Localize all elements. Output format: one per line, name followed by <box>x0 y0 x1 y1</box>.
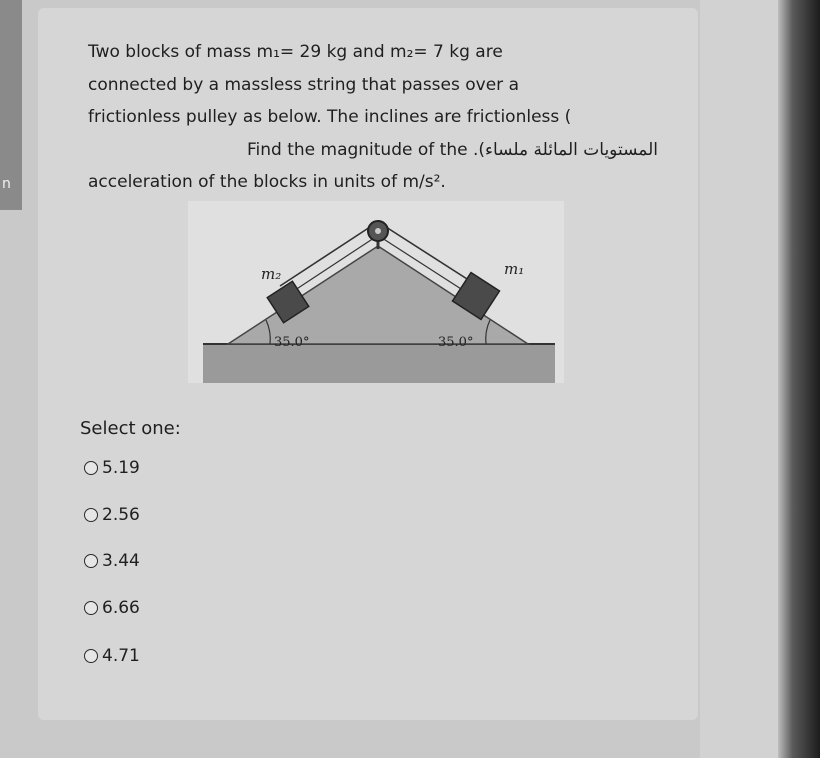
radio-button[interactable] <box>84 649 98 663</box>
question-line: connected by a massless string that passes over a <box>88 74 519 95</box>
angle-right: 35.0° <box>438 335 474 350</box>
option-2[interactable] <box>84 505 140 525</box>
option-1[interactable] <box>84 458 140 478</box>
question-line: acceleration of the blocks in units of m/s². <box>88 172 446 192</box>
radio-button[interactable] <box>84 508 98 522</box>
option-label: 5.19 <box>102 458 140 478</box>
label-m2: m₂ <box>261 265 282 283</box>
option-label: 6.66 <box>102 598 140 618</box>
option-label: 4.71 <box>102 646 140 666</box>
option-5[interactable] <box>84 646 140 666</box>
radio-button[interactable] <box>84 461 98 475</box>
ground <box>203 344 555 383</box>
question-line: المستويات المائلة ملساء). Find the magnitude of the <box>246 139 658 160</box>
option-label: 2.56 <box>102 505 140 525</box>
question-text <box>88 36 658 199</box>
angle-left: 35.0° <box>274 335 310 350</box>
screen-bezel <box>778 0 820 758</box>
option-label: 3.44 <box>102 551 140 571</box>
incline-diagram <box>188 201 564 383</box>
question-card <box>38 8 698 720</box>
side-tab[interactable] <box>0 0 22 210</box>
side-tab-glyph: n <box>2 176 11 192</box>
option-4[interactable] <box>84 598 140 618</box>
question-line: frictionless pulley as below. The inclines are frictionless ( <box>88 107 572 127</box>
select-one-label: Select one: <box>80 418 181 439</box>
radio-button[interactable] <box>84 601 98 615</box>
label-m1: m₁ <box>504 260 525 278</box>
option-3[interactable] <box>84 551 140 571</box>
incline-svg <box>188 201 564 383</box>
question-line: Two blocks of mass m₁= 29 kg and m₂= 7 kg are <box>88 42 503 62</box>
radio-button[interactable] <box>84 554 98 568</box>
right-margin <box>700 0 780 758</box>
